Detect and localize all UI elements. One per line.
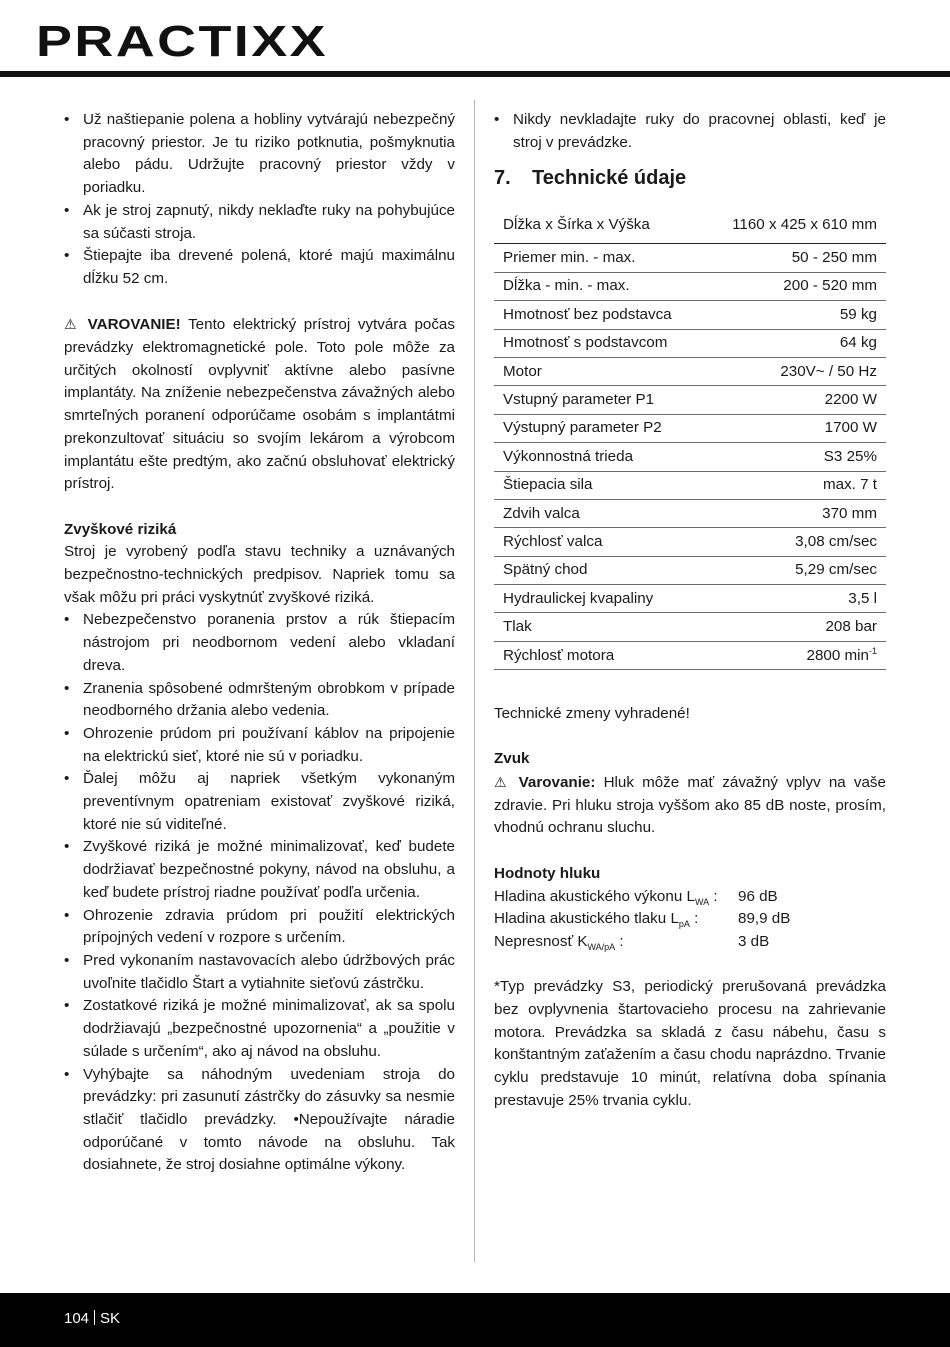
- list-item: • Ohrozenie zdravia prúdom pri použití elektrických prípojných vedení v rozpore s určením.: [64, 905, 455, 950]
- table-row: [494, 272, 886, 300]
- spec-value: 1160 x 425 x 610 mm: [703, 207, 886, 244]
- table-row: [494, 528, 886, 556]
- noise-row: [494, 886, 886, 909]
- table-row: [494, 585, 886, 613]
- spec-value-exponent: -1: [868, 645, 877, 656]
- tech-changes-note: Technické zmeny vyhradené!: [494, 704, 690, 722]
- footer-bar: [0, 1293, 950, 1347]
- spec-value: max. 7 t: [703, 471, 886, 499]
- noise-values-list: [494, 886, 886, 954]
- list-item: • Zranenia spôsobené odmršteným obrobkom v prípade neodborného držania alebo vedenia.: [64, 678, 455, 723]
- spec-label: Hmotnosť s podstavcom: [494, 329, 703, 357]
- spec-label: Vstupný parameter P1: [494, 386, 703, 414]
- section-heading: [494, 165, 886, 191]
- noise-row: [494, 931, 886, 954]
- duty-cycle-note: *Typ prevádzky S3, periodický prerušovaná prevádzka bez ovplyvnenia štartovacieho procesu na zahrievanie motora. Prevádzka sa skladá z času nábehu, času s konštantným zaťažením a času chodu naprázdno. Trvanie cyklu predstavuje 10 minút, relatívna doba spínania prestavuje 25% trvania cyklu.: [494, 978, 886, 1109]
- spec-label: Priemer min. - max.: [494, 244, 703, 272]
- spec-table: [494, 207, 886, 670]
- spec-value: 50 - 250 mm: [703, 244, 886, 272]
- residual-risks-list: [64, 609, 455, 1177]
- intro-bullet-list: [64, 109, 455, 291]
- list-item: • Ak je stroj zapnutý, nikdy neklaďte ruky na pohybujúce sa súčasti stroja.: [64, 200, 455, 245]
- page-number: 104: [64, 1310, 90, 1327]
- right-intro-list: [494, 109, 886, 154]
- spec-value: 208 bar: [703, 613, 886, 641]
- spec-value: 64 kg: [703, 329, 886, 357]
- list-item: • Štiepajte iba drevené polená, ktoré majú maximálnu dĺžku 52 cm.: [64, 245, 455, 290]
- noise-label: Hladina akustického výkonu $L_{WA}$ :: [494, 887, 718, 907]
- list-item: • Už naštiepanie polena a hobliny vytvárajú nebezpečný pracovný priestor. Je tu riziko potknutia, pošmyknutia alebo pádu. Udržujte pracovný priestor vždy v poriadku.: [64, 109, 455, 200]
- list-item: • Nebezpečenstvo poranenia prstov a rúk štiepacím nástrojom pri neodbornom vedení alebo vkladaní dreva.: [64, 609, 455, 677]
- noise-value: 96 dB: [738, 887, 778, 905]
- noise-label: Hladina akustického tlaku $L_{pA}$ :: [494, 910, 699, 930]
- residual-risks-title: Zvyškové riziká: [64, 520, 177, 538]
- sound-warning-text: Hluk môže mať závažný vplyv na vaše zdravie. Pri hluku stroja vyššom ako 85 dB noste, prosím, vhodnú ochranu sluchu.: [494, 774, 886, 837]
- sound-title: Zvuk: [494, 750, 530, 768]
- table-row: [494, 386, 886, 414]
- spec-label: Rýchlosť motora: [494, 641, 703, 669]
- header-rule: [0, 71, 950, 77]
- table-row: [494, 613, 886, 641]
- warning-triangle-icon: ⚠: [494, 774, 511, 791]
- emf-warning: [64, 313, 455, 496]
- list-item: • Ďalej môžu aj napriek všetkým vykonaným preventívnym opatreniam existovať zvyškové riziká, ktoré nie sú viditeľné.: [64, 768, 455, 836]
- spec-label: Hydraulickej kvapaliny: [494, 585, 703, 613]
- spec-label: Výkonnostná trieda: [494, 443, 703, 471]
- spec-label: Štiepacia sila: [494, 471, 703, 499]
- list-item: • Nikdy nevkladajte ruky do pracovnej oblasti, keď je stroj v prevádzke.: [494, 109, 886, 154]
- table-row: [494, 556, 886, 584]
- list-item: • Ohrozenie prúdom pri používaní káblov na pripojenie na elektrickú sieť, ktoré nie sú v poriadku.: [64, 723, 455, 768]
- logo-text: PRACTIXX: [36, 17, 328, 66]
- residual-risks-intro: Stroj je vyrobený podľa stavu techniky a uznávaných bezpečnostno-technických predpisov. Napriek tomu sa však môžu pri práci vyskytnúť zvyškové riziká.: [64, 543, 455, 606]
- table-row: [494, 244, 886, 272]
- spec-value: 5,29 cm/sec: [703, 556, 886, 584]
- language-code: SK: [100, 1310, 121, 1327]
- list-item: • Zvyškové riziká je možné minimalizovať, keď budete dodržiavať bezpečnostné pokyny, návod na obsluhu, a keď budete prístroj riadne používať podľa určenia.: [64, 836, 455, 904]
- practixx-logo: [36, 10, 336, 72]
- spec-value: 230V~ / 50 Hz: [703, 357, 886, 385]
- spec-value: 1700 W: [703, 414, 886, 442]
- table-row: [494, 499, 886, 527]
- spec-label: Motor: [494, 357, 703, 385]
- section-title: Technické údaje: [532, 167, 687, 190]
- noise-values-title: Hodnoty hluku: [494, 864, 601, 882]
- warning-text: Tento elektrický prístroj vytvára počas prevádzky elektromagnetické pole. Toto pole môže za určitých okolností ovplyvniť aktívne alebo pasívne implantáty. Na zníženie nebezpečenstva závažných alebo smrteľných poranení odporúčame osobám s implantátmi prekonzultovať situáciu so svojím lekárom a výrobcom implantátu ešte predtým, ako začnú obsluhovať elektrický prístroj.: [64, 316, 455, 493]
- noise-label: Nepresnosť $K_{WA/pA}$ :: [494, 932, 624, 952]
- sound-warning: [494, 771, 886, 840]
- spec-value: 3,08 cm/sec: [703, 528, 886, 556]
- spec-label: Zdvih valca: [494, 499, 703, 527]
- spec-label: Hmotnosť bez podstavca: [494, 301, 703, 329]
- spec-value: 370 mm: [703, 499, 886, 527]
- table-row: [494, 641, 886, 669]
- spec-label: Dĺžka - min. - max.: [494, 272, 703, 300]
- spec-value: 3,5 l: [703, 585, 886, 613]
- table-row: [494, 357, 886, 385]
- noise-value: 3 dB: [738, 932, 770, 950]
- spec-label: Dĺžka x Šírka x Výška: [494, 207, 703, 244]
- spec-value: 2800 $\min^{-1}$: [703, 641, 886, 669]
- table-row: [494, 301, 886, 329]
- table-row: [494, 443, 886, 471]
- spec-value: 2200 W: [703, 386, 886, 414]
- spec-value: S3 25%: [703, 443, 886, 471]
- table-row: [494, 414, 886, 442]
- footer-separator: [94, 1310, 95, 1325]
- spec-label: Tlak: [494, 613, 703, 641]
- warning-label: VAROVANIE!: [87, 316, 181, 334]
- spec-value: 59 kg: [703, 301, 886, 329]
- spec-label: Spätný chod: [494, 556, 703, 584]
- spec-value: 200 - 520 mm: [703, 272, 886, 300]
- list-item: • Zostatkové riziká je možné minimalizovať, ak sa spolu dodržiavajú „bezpečnostné upozornenia“ a „použitie v súlade s určením“, ako aj návod na obsluhu.: [64, 995, 455, 1063]
- noise-value: 89,9 dB: [738, 910, 791, 928]
- footer-page-label: [64, 1308, 120, 1330]
- table-row: [494, 329, 886, 357]
- list-item: • Pred vykonaním nastavovacích alebo údržbových prác uvoľnite tlačidlo Štart a vytiahnite sieťovú zástrčku.: [64, 950, 455, 995]
- sound-warning-label: Varovanie:: [518, 774, 596, 792]
- noise-row: [494, 908, 886, 931]
- table-row: [494, 207, 886, 244]
- right-column: [494, 109, 886, 1113]
- warning-triangle-icon: ⚠: [64, 316, 80, 333]
- section-number: 7.: [494, 167, 511, 190]
- list-item: • Vyhýbajte sa náhodným uvedeniam stroja do prevádzky: pri zasunutí zástrčky do zásuvky sa nesmie stlačiť tlačidlo prevádzky. •Nepoužívajte náradie odporúčané v tomto návode na obsluhu. Tak dosiahnete, že stroj dosiahne optimálne výkony.: [64, 1064, 455, 1178]
- spec-label: Rýchlosť valca: [494, 528, 703, 556]
- spec-label: Výstupný parameter P2: [494, 414, 703, 442]
- column-divider: [474, 100, 475, 1262]
- left-column: [64, 109, 455, 1177]
- table-row: [494, 471, 886, 499]
